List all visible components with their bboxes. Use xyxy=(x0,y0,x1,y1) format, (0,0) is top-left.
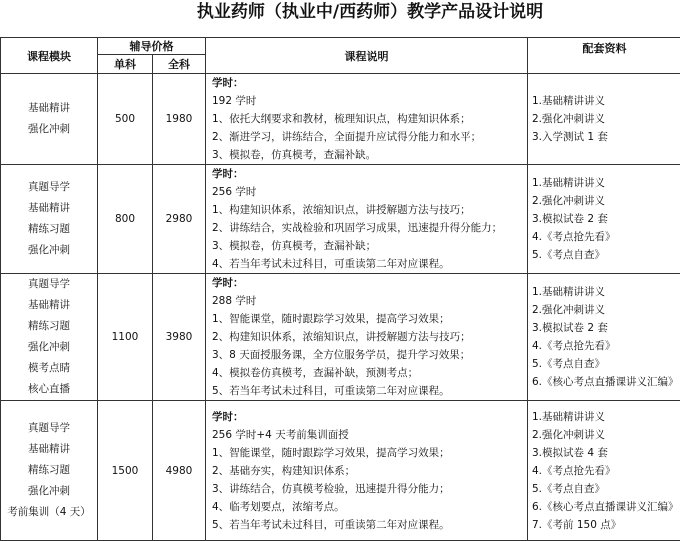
page-title: 执业药师（执业中/西药师）教学产品设计说明 xyxy=(0,0,680,24)
module-name: 基础精讲 xyxy=(1,439,97,460)
hours-line xyxy=(212,74,527,110)
description-point: 2、讲练结合，实战检验和巩固学习成果，迅速提升得分能力； xyxy=(212,219,527,237)
material-item: 1.基础精讲讲义 xyxy=(532,408,680,426)
full-price-value: 1980 xyxy=(153,113,205,125)
module-cell xyxy=(1,274,98,401)
module-cell xyxy=(1,165,98,274)
module-name: 真题导学 xyxy=(1,418,97,439)
material-item: 2.强化冲刺讲义 xyxy=(532,192,680,210)
module-name: 精练习题 xyxy=(1,219,97,240)
module-name: 基础精讲 xyxy=(1,198,97,219)
description-point: 4、临考划要点，浓缩考点。 xyxy=(212,498,527,516)
single-price xyxy=(98,401,153,541)
course-table xyxy=(0,37,680,541)
material-item: 3.入学测试 1 套 xyxy=(532,128,680,146)
description-point: 3、模拟卷，仿真模考，查漏补缺。 xyxy=(212,146,527,164)
material-item: 2.强化冲刺讲义 xyxy=(532,301,680,319)
full-price xyxy=(153,274,206,401)
table-row xyxy=(1,165,680,274)
material-item: 3.模拟试卷 2 套 xyxy=(532,210,680,228)
description-point: 2、渐进学习，讲练结合，全面提升应试得分能力和水平； xyxy=(212,128,527,146)
hours-line xyxy=(212,165,527,201)
material-item: 4.《考点抢先看》 xyxy=(532,228,680,246)
module-name: 强化冲刺 xyxy=(1,481,97,502)
description-point: 2、基础夯实，构建知识体系； xyxy=(212,462,527,480)
hours-value: 288 学时 xyxy=(212,292,527,310)
description-cell xyxy=(206,165,528,274)
single-price xyxy=(98,165,153,274)
single-price-value: 1500 xyxy=(98,465,152,477)
description-cell xyxy=(206,401,528,541)
module-name: 考前集训（4 天） xyxy=(1,502,97,523)
table-row xyxy=(1,74,680,165)
hours-label: 学时： xyxy=(212,277,244,289)
description-point: 3、8 天面授服务课，全方位服务学员，提升学习效果； xyxy=(212,346,527,364)
header-materials: 配套资料 xyxy=(528,38,680,74)
material-item: 2.强化冲刺讲义 xyxy=(532,426,680,444)
single-price xyxy=(98,74,153,165)
module-name: 精练习题 xyxy=(1,316,97,337)
description-point: 5、若当年考试未过科目，可重读第二年对应课程。 xyxy=(212,516,527,534)
module-name: 强化冲刺 xyxy=(1,240,97,261)
material-item: 6.《核心考点直播课讲义汇编》 xyxy=(532,373,680,391)
hours-line xyxy=(212,408,527,444)
material-item: 1.基础精讲讲义 xyxy=(532,283,680,301)
material-item: 5.《考点自查》 xyxy=(532,355,680,373)
module-cell xyxy=(1,401,98,541)
module-name: 基础精讲 xyxy=(1,295,97,316)
module-name: 核心直播 xyxy=(1,379,97,400)
single-price xyxy=(98,274,153,401)
hours-value: 256 学时 xyxy=(212,183,527,201)
full-price-value: 2980 xyxy=(153,213,205,225)
header-full: 全科 xyxy=(153,55,206,74)
description-cell xyxy=(206,74,528,165)
module-name: 模考点睛 xyxy=(1,358,97,379)
material-item: 4.《考点抢先看》 xyxy=(532,462,680,480)
materials-cell xyxy=(528,74,680,165)
module-name: 强化冲刺 xyxy=(1,119,97,140)
description-point: 1、构建知识体系，浓缩知识点，讲授解题方法与技巧； xyxy=(212,201,527,219)
description-point: 3、讲练结合，仿真模考检验，迅速提升得分能力； xyxy=(212,480,527,498)
materials-cell xyxy=(528,274,680,401)
hours-label: 学时： xyxy=(212,411,244,423)
module-name: 精练习题 xyxy=(1,460,97,481)
material-item: 1.基础精讲讲义 xyxy=(532,174,680,192)
description-point: 1、智能课堂，随时跟踪学习效果，提高学习效果； xyxy=(212,310,527,328)
hours-value: 192 学时 xyxy=(212,92,527,110)
module-name: 真题导学 xyxy=(1,177,97,198)
description-point: 1、依托大纲要求和教材，梳理知识点，构建知识体系； xyxy=(212,110,527,128)
hours-label: 学时： xyxy=(212,168,244,180)
material-item: 3.模拟试卷 2 套 xyxy=(532,319,680,337)
hours-label: 学时： xyxy=(212,77,244,89)
description-cell xyxy=(206,274,528,401)
module-cell xyxy=(1,74,98,165)
hours-value: 256 学时+4 天考前集训面授 xyxy=(212,426,527,444)
single-price-value: 1100 xyxy=(98,331,152,343)
header-single: 单科 xyxy=(98,55,153,74)
single-price-value: 800 xyxy=(98,213,152,225)
full-price xyxy=(153,401,206,541)
material-item: 4.《考点抢先看》 xyxy=(532,337,680,355)
full-price xyxy=(153,74,206,165)
material-item: 2.强化冲刺讲义 xyxy=(532,110,680,128)
materials-cell xyxy=(528,165,680,274)
description-point: 4、若当年考试未过科目，可重读第二年对应课程。 xyxy=(212,255,527,273)
module-name: 真题导学 xyxy=(1,274,97,295)
header-module: 课程模块 xyxy=(1,38,98,74)
full-price xyxy=(153,165,206,274)
material-item: 5.《考点自查》 xyxy=(532,246,680,264)
single-price-value: 500 xyxy=(98,113,152,125)
description-point: 2、构建知识体系，浓缩知识点，讲授解题方法与技巧； xyxy=(212,328,527,346)
table-row xyxy=(1,401,680,541)
material-item: 5.《考点自查》 xyxy=(532,480,680,498)
description-point: 1、智能课堂，随时跟踪学习效果，提高学习效果； xyxy=(212,444,527,462)
description-point: 5、若当年考试未过科目，可重读第二年对应课程。 xyxy=(212,382,527,400)
material-item: 1.基础精讲讲义 xyxy=(532,92,680,110)
full-price-value: 3980 xyxy=(153,331,205,343)
table-row xyxy=(1,274,680,401)
materials-cell xyxy=(528,401,680,541)
description-point: 3、模拟卷，仿真模考，查漏补缺； xyxy=(212,237,527,255)
description-point: 4、模拟卷仿真模考，查漏补缺，预测考点； xyxy=(212,364,527,382)
header-description: 课程说明 xyxy=(206,38,528,74)
hours-line xyxy=(212,274,527,310)
module-name: 强化冲刺 xyxy=(1,337,97,358)
material-item: 7.《考前 150 点》 xyxy=(532,516,680,534)
full-price-value: 4980 xyxy=(153,465,205,477)
material-item: 3.模拟试卷 4 套 xyxy=(532,444,680,462)
module-name: 基础精讲 xyxy=(1,98,97,119)
header-price: 辅导价格 xyxy=(98,38,206,55)
material-item: 6.《核心考点直播课讲义汇编》 xyxy=(532,498,680,516)
